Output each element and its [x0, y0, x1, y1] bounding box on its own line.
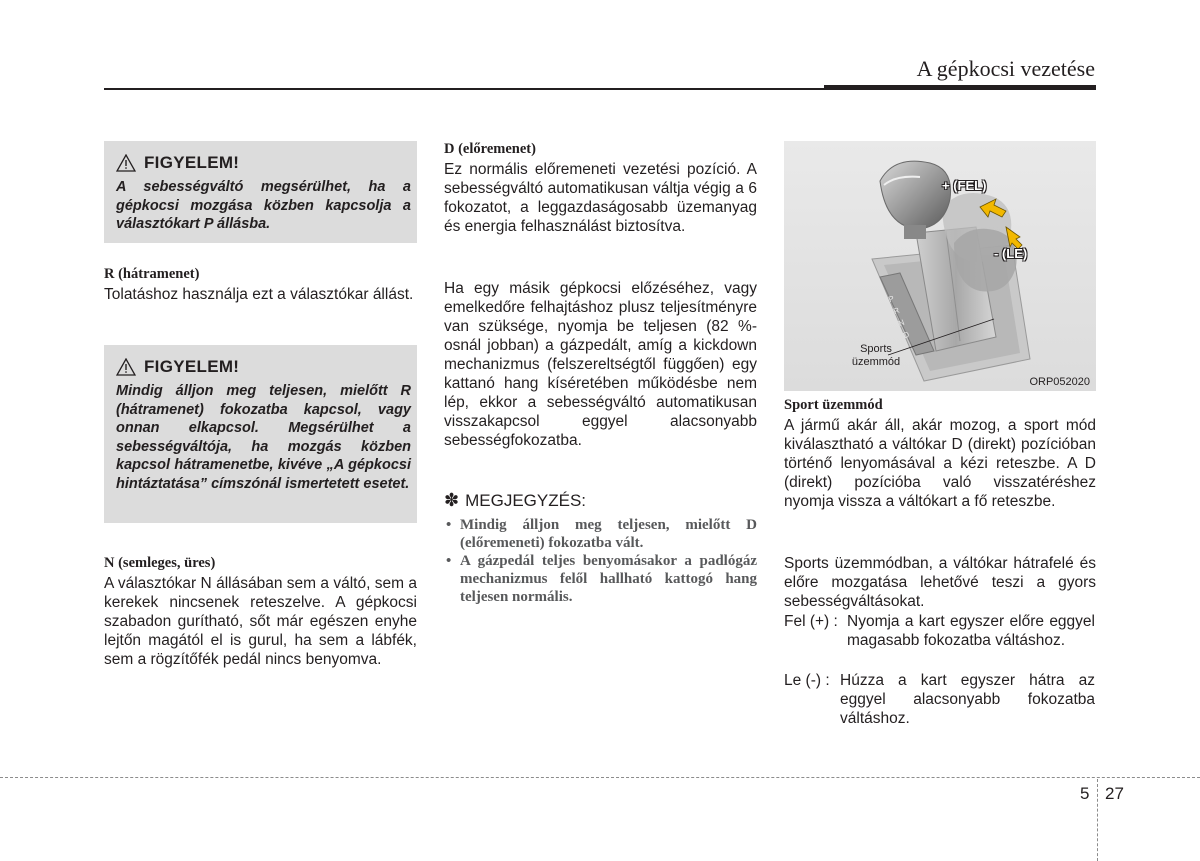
note-item: • A gázpedál teljes benyomásakor a padlógáz mechanizmus felől hallható kattogó hang teljesen normális. — [444, 552, 757, 606]
warning-triangle-icon — [116, 358, 136, 376]
d-text: Ez normális előremeneti vezetési pozíció. A sebességváltó automatikusan váltja végig a 6 fokozatot, a leggazdaságosabb üzemanyag és energia felhasználást biztosítva. — [444, 161, 757, 235]
le-item — [784, 671, 1096, 729]
le-label: Le (-) : — [784, 672, 830, 689]
warning-title — [116, 357, 239, 377]
fel-item — [784, 612, 1096, 670]
gate-letter: P — [887, 293, 896, 305]
gate-letter: N — [896, 317, 906, 329]
warning-title-text: FIGYELEM! — [144, 357, 240, 376]
label-fel: + (FEL) — [942, 178, 987, 193]
gear-shifter-figure — [784, 141, 1096, 391]
r-text: Tolatáshoz használja ezt a választókar állást. — [104, 286, 414, 303]
sports-text-2: Sports üzemmódban, a váltókar hátrafelé és előre mozgatása lehetővé teszi a gyors sebességváltásokat. — [784, 555, 1096, 610]
note-title-text: MEGJEGYZÉS: — [465, 490, 587, 510]
d-heading: D (előremenet) — [444, 141, 536, 157]
sport-text: A jármű akár áll, akár mozog, a sport mód kiválasztható a váltókar D (direkt) pozícióban történő lenyomásával a kézi reteszbe. A D (direkt) pozícióba való visszatéréshez nyomja vissza a váltókart a fő reteszbe. — [784, 417, 1096, 510]
warning-triangle-icon — [116, 154, 136, 172]
fel-text: Nyomja a kart egyszer előre eggyel magasabb fokozatba váltáshoz. — [847, 613, 1095, 649]
sport-heading: Sport üzemmód — [784, 397, 883, 413]
r-heading: R (hátramenet) — [104, 266, 200, 282]
note-item: • Mindig álljon meg teljesen, mielőtt D (előremeneti) fokozatba vált. — [444, 516, 757, 552]
n-text: A választókar N állásában sem a váltó, sem a kerekek nincsenek reteszelve. A gépkocsi szabadon gurítható, sőt már egészen enyhe lejtőn magától el is gurul, ha sem a lábfék, sem a rögzítőfék pedál nincs benyomva. — [104, 575, 417, 668]
label-sports: Sports üzemmód — [851, 343, 901, 368]
gate-letter: R — [892, 305, 901, 317]
footer-divider — [0, 777, 1200, 778]
fel-label: Fel (+) : — [784, 613, 838, 630]
page-number: 27 — [1105, 784, 1124, 803]
warning-box-2 — [104, 345, 417, 523]
header-rule-accent — [824, 85, 1096, 90]
note-title — [444, 490, 586, 511]
warning-text: Mindig álljon meg teljesen, mielőtt R (hátramenet) fokozatba kapcsol, vagy onnan elkapcsol. Megsérülhet a sebességváltója, ha mozgás közben kapcsol hátramenetbe, kivéve „A gépkocsi hintáztatása” címszónál ismertetett esetet. — [116, 383, 411, 492]
warning-box-1 — [104, 141, 417, 243]
le-text: Húzza a kart egyszer hátra az eggyel alacsonyabb fokozatba váltáshoz. — [840, 672, 1095, 727]
section-title: A gépkocsi vezetése — [916, 56, 1095, 81]
note-list — [444, 516, 757, 606]
chapter-number: 5 — [1080, 784, 1090, 803]
gate-letter: D — [901, 329, 911, 341]
warning-title-text: FIGYELEM! — [144, 153, 240, 172]
warning-title — [116, 153, 239, 173]
n-heading: N (semleges, üres) — [104, 555, 216, 571]
gear-shifter-illustration — [784, 141, 1096, 391]
label-le: - (LE) — [994, 246, 1028, 261]
figure-code: ORP052020 — [1029, 376, 1090, 388]
d-text-2: Ha egy másik gépkocsi előzéséhez, vagy emelkedőre felhajtáshoz plusz teljesítményre van szüksége, nyomja be teljesen (82 %-osnál jobban) a gázpedált, amíg a kickdown mechanizmus (felszereltségtől függően) egy kattanó hang kíséretében működésbe nem lép, ekkor a sebességváltó automatikusan visszakapcsol eggyel alacsonyabb sebességfokozatba. — [444, 280, 757, 449]
warning-text: A sebességváltó megsérülhet, ha a gépkocsi mozgása közben kapcsolja a választókart P állásba. — [116, 179, 411, 232]
footer-page-divider — [1097, 779, 1098, 861]
asterisk-icon: ✽ — [444, 490, 460, 510]
